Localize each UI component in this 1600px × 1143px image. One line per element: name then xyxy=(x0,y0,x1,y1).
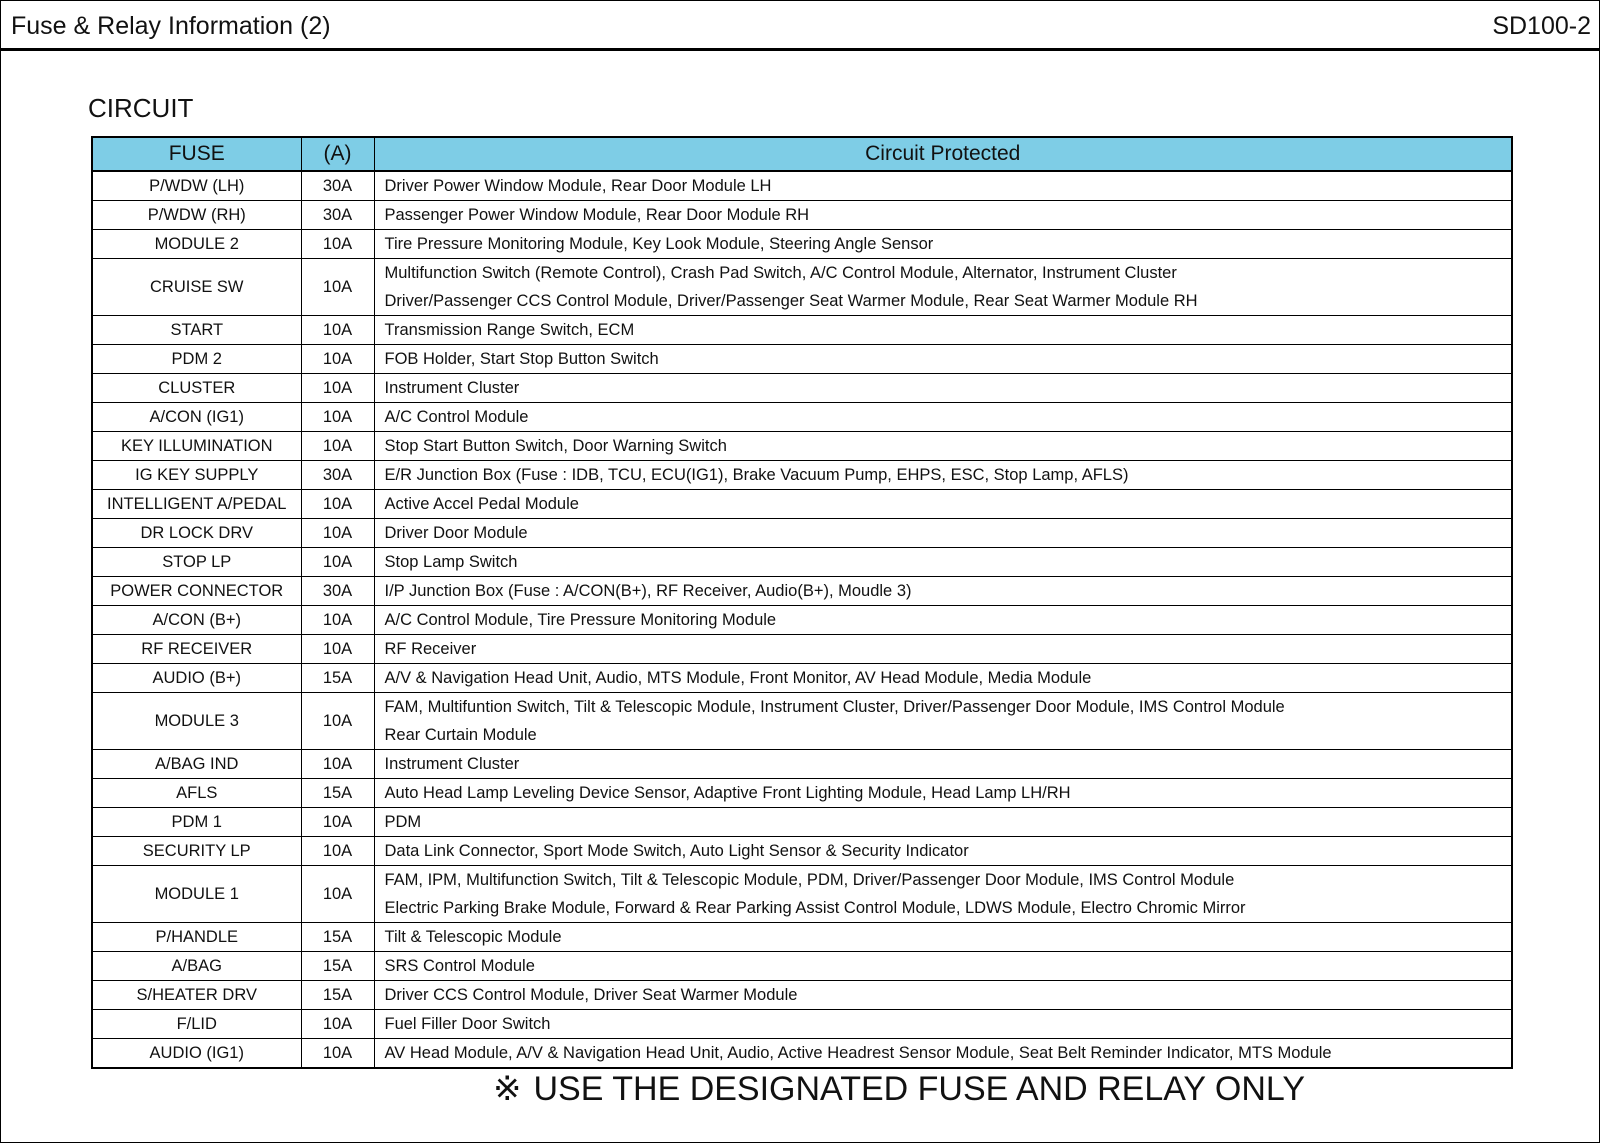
circuit-protected-cell xyxy=(374,952,1512,981)
fuse-amperage-cell: 30A xyxy=(301,577,374,606)
fuse-name-cell: START xyxy=(92,316,301,345)
circuit-line: Stop Lamp Switch xyxy=(384,553,518,571)
warning-note xyxy=(493,1069,1305,1109)
fuse-amperage-cell: 10A xyxy=(301,345,374,374)
fuse-name-cell: A/BAG IND xyxy=(92,750,301,779)
circuit-protected-cell xyxy=(374,519,1512,548)
fuse-name-cell: A/CON (B+) xyxy=(92,606,301,635)
circuit-line: Auto Head Lamp Leveling Device Sensor, Adaptive Front Lighting Module, Head Lamp LH/RH xyxy=(384,784,1071,802)
column-header-amp: (A) xyxy=(301,137,374,171)
circuit-protected-cell xyxy=(374,981,1512,1010)
circuit-line: A/C Control Module, Tire Pressure Monitoring Module xyxy=(384,611,777,629)
table-row xyxy=(92,1010,1512,1039)
fuse-amperage-cell: 10A xyxy=(301,490,374,519)
fuse-name-cell: P/HANDLE xyxy=(92,923,301,952)
circuit-line: Instrument Cluster xyxy=(384,379,520,397)
circuit-line: A/C Control Module xyxy=(384,408,529,426)
fuse-amperage-cell: 30A xyxy=(301,171,374,201)
fuse-amperage-cell: 10A xyxy=(301,230,374,259)
table-row xyxy=(92,403,1512,432)
circuit-protected-cell xyxy=(374,461,1512,490)
circuit-protected-cell xyxy=(374,201,1512,230)
circuit-protected-cell xyxy=(374,259,1512,316)
table-row xyxy=(92,837,1512,866)
circuit-line: Rear Curtain Module xyxy=(384,726,537,744)
fuse-amperage-cell: 30A xyxy=(301,461,374,490)
table-row xyxy=(92,577,1512,606)
fuse-amperage-cell: 10A xyxy=(301,693,374,750)
fuse-name-cell: INTELLIGENT A/PEDAL xyxy=(92,490,301,519)
fuse-name-cell: CLUSTER xyxy=(92,374,301,403)
table-row xyxy=(92,664,1512,693)
circuit-protected-cell xyxy=(374,923,1512,952)
fuse-name-cell: CRUISE SW xyxy=(92,259,301,316)
circuit-line: FAM, Multifuntion Switch, Tilt & Telescopic Module, Instrument Cluster, Driver/Passenger Door Module, IMS Control Module xyxy=(384,698,1285,716)
circuit-line: Data Link Connector, Sport Mode Switch, Auto Light Sensor & Security Indicator xyxy=(384,842,969,860)
fuse-name-cell: A/CON (IG1) xyxy=(92,403,301,432)
circuit-protected-cell xyxy=(374,577,1512,606)
fuse-amperage-cell: 10A xyxy=(301,1039,374,1069)
fuse-name-cell: AUDIO (IG1) xyxy=(92,1039,301,1069)
fuse-name-cell: RF RECEIVER xyxy=(92,635,301,664)
circuit-protected-cell xyxy=(374,779,1512,808)
table-row xyxy=(92,316,1512,345)
circuit-protected-cell xyxy=(374,230,1512,259)
fuse-amperage-cell: 10A xyxy=(301,548,374,577)
circuit-line: Driver CCS Control Module, Driver Seat Warmer Module xyxy=(384,986,798,1004)
circuit-line: A/V & Navigation Head Unit, Audio, MTS Module, Front Monitor, AV Head Module, Media Module xyxy=(384,669,1092,687)
circuit-line: E/R Junction Box (Fuse : IDB, TCU, ECU(IG1), Brake Vacuum Pump, EHPS, ESC, Stop Lamp, AFLS) xyxy=(384,466,1129,484)
circuit-protected-cell xyxy=(374,548,1512,577)
circuit-line: Driver Door Module xyxy=(384,524,528,542)
circuit-line: Tilt & Telescopic Module xyxy=(384,928,562,946)
fuse-amperage-cell: 10A xyxy=(301,519,374,548)
fuse-name-cell: PDM 1 xyxy=(92,808,301,837)
fuse-name-cell: P/WDW (RH) xyxy=(92,201,301,230)
fuse-table xyxy=(91,136,1513,1069)
circuit-line: Transmission Range Switch, ECM xyxy=(384,321,635,339)
section-title: CIRCUIT xyxy=(88,93,194,123)
fuse-amperage-cell: 10A xyxy=(301,432,374,461)
circuit-line: Fuel Filler Door Switch xyxy=(384,1015,551,1033)
circuit-protected-cell xyxy=(374,750,1512,779)
circuit-line: I/P Junction Box (Fuse : A/CON(B+), RF Receiver, Audio(B+), Moudle 3) xyxy=(384,582,912,600)
circuit-protected-cell xyxy=(374,1010,1512,1039)
circuit-protected-cell xyxy=(374,374,1512,403)
circuit-line: AV Head Module, A/V & Navigation Head Unit, Audio, Active Headrest Sensor Module, Seat Belt Reminder Indicator, MTS Module xyxy=(384,1044,1332,1062)
table-row xyxy=(92,981,1512,1010)
fuse-amperage-cell: 15A xyxy=(301,779,374,808)
fuse-name-cell: STOP LP xyxy=(92,548,301,577)
fuse-amperage-cell: 10A xyxy=(301,635,374,664)
table-header-row xyxy=(92,137,1512,171)
table-row xyxy=(92,345,1512,374)
fuse-amperage-cell: 30A xyxy=(301,201,374,230)
circuit-line: Multifunction Switch (Remote Control), Crash Pad Switch, A/C Control Module, Alternator, Instrument Cluster xyxy=(384,264,1177,282)
fuse-name-cell: A/BAG xyxy=(92,952,301,981)
circuit-line: FAM, IPM, Multifunction Switch, Tilt & Telescopic Module, PDM, Driver/Passenger Door Module, IMS Control Module xyxy=(384,871,1235,889)
fuse-name-cell: AUDIO (B+) xyxy=(92,664,301,693)
fuse-amperage-cell: 15A xyxy=(301,664,374,693)
circuit-protected-cell xyxy=(374,1039,1512,1069)
circuit-line: Driver Power Window Module, Rear Door Module LH xyxy=(384,177,772,195)
circuit-line: Electric Parking Brake Module, Forward & Rear Parking Assist Control Module, LDWS Module, Electro Chromic Mirror xyxy=(384,899,1246,917)
circuit-protected-cell xyxy=(374,345,1512,374)
circuit-protected-cell xyxy=(374,316,1512,345)
table-row xyxy=(92,259,1512,316)
fuse-name-cell: MODULE 3 xyxy=(92,693,301,750)
page-header xyxy=(1,1,1599,51)
fuse-amperage-cell: 10A xyxy=(301,866,374,923)
table-body xyxy=(92,171,1512,1068)
circuit-line: Stop Start Button Switch, Door Warning Switch xyxy=(384,437,727,455)
table-row xyxy=(92,201,1512,230)
page-code: SD100-2 xyxy=(1492,12,1591,40)
table-row xyxy=(92,693,1512,750)
fuse-amperage-cell: 10A xyxy=(301,837,374,866)
fuse-name-cell: KEY ILLUMINATION xyxy=(92,432,301,461)
circuit-protected-cell xyxy=(374,432,1512,461)
fuse-name-cell: POWER CONNECTOR xyxy=(92,577,301,606)
circuit-protected-cell xyxy=(374,490,1512,519)
fuse-name-cell: DR LOCK DRV xyxy=(92,519,301,548)
fuse-amperage-cell: 10A xyxy=(301,606,374,635)
circuit-protected-cell xyxy=(374,693,1512,750)
table-row xyxy=(92,432,1512,461)
circuit-line: Driver/Passenger CCS Control Module, Driver/Passenger Seat Warmer Module, Rear Seat Warmer Module RH xyxy=(384,292,1198,310)
table-row xyxy=(92,548,1512,577)
table-row xyxy=(92,171,1512,201)
table-row xyxy=(92,490,1512,519)
table-row xyxy=(92,952,1512,981)
fuse-name-cell: MODULE 1 xyxy=(92,866,301,923)
table-row xyxy=(92,779,1512,808)
table-row xyxy=(92,519,1512,548)
circuit-line: PDM xyxy=(384,813,422,831)
table-row xyxy=(92,606,1512,635)
table-row xyxy=(92,374,1512,403)
fuse-name-cell: P/WDW (LH) xyxy=(92,171,301,201)
fuse-amperage-cell: 10A xyxy=(301,750,374,779)
circuit-protected-cell xyxy=(374,403,1512,432)
fuse-amperage-cell: 10A xyxy=(301,316,374,345)
fuse-amperage-cell: 10A xyxy=(301,259,374,316)
table-row xyxy=(92,1039,1512,1069)
circuit-protected-cell xyxy=(374,664,1512,693)
circuit-line: Tire Pressure Monitoring Module, Key Look Module, Steering Angle Sensor xyxy=(384,235,934,253)
page-title: Fuse & Relay Information (2) xyxy=(11,12,331,40)
fuse-amperage-cell: 15A xyxy=(301,952,374,981)
fuse-amperage-cell: 10A xyxy=(301,1010,374,1039)
circuit-protected-cell xyxy=(374,171,1512,201)
fuse-name-cell: S/HEATER DRV xyxy=(92,981,301,1010)
circuit-line: Active Accel Pedal Module xyxy=(384,495,579,513)
circuit-line: Instrument Cluster xyxy=(384,755,520,773)
table-row xyxy=(92,750,1512,779)
column-header-circuit: Circuit Protected xyxy=(374,137,1512,171)
table-row xyxy=(92,635,1512,664)
fuse-name-cell: MODULE 2 xyxy=(92,230,301,259)
circuit-protected-cell xyxy=(374,837,1512,866)
table-row xyxy=(92,230,1512,259)
warning-note-text: USE THE DESIGNATED FUSE AND RELAY ONLY xyxy=(533,1070,1305,1108)
fuse-amperage-cell: 10A xyxy=(301,808,374,837)
table-row xyxy=(92,461,1512,490)
fuse-amperage-cell: 10A xyxy=(301,374,374,403)
circuit-protected-cell xyxy=(374,635,1512,664)
table-row xyxy=(92,866,1512,923)
reference-mark-icon: ※ xyxy=(493,1070,522,1108)
circuit-line: FOB Holder, Start Stop Button Switch xyxy=(384,350,659,368)
table-row xyxy=(92,923,1512,952)
fuse-name-cell: PDM 2 xyxy=(92,345,301,374)
fuse-amperage-cell: 10A xyxy=(301,403,374,432)
circuit-protected-cell xyxy=(374,606,1512,635)
fuse-name-cell: F/LID xyxy=(92,1010,301,1039)
circuit-protected-cell xyxy=(374,808,1512,837)
fuse-name-cell: IG KEY SUPPLY xyxy=(92,461,301,490)
fuse-name-cell: AFLS xyxy=(92,779,301,808)
column-header-fuse: FUSE xyxy=(92,137,301,171)
circuit-line: RF Receiver xyxy=(384,640,477,658)
circuit-line: SRS Control Module xyxy=(384,957,535,975)
circuit-protected-cell xyxy=(374,866,1512,923)
fuse-name-cell: SECURITY LP xyxy=(92,837,301,866)
circuit-line: Passenger Power Window Module, Rear Door Module RH xyxy=(384,206,810,224)
fuse-amperage-cell: 15A xyxy=(301,923,374,952)
fuse-amperage-cell: 15A xyxy=(301,981,374,1010)
table-row xyxy=(92,808,1512,837)
